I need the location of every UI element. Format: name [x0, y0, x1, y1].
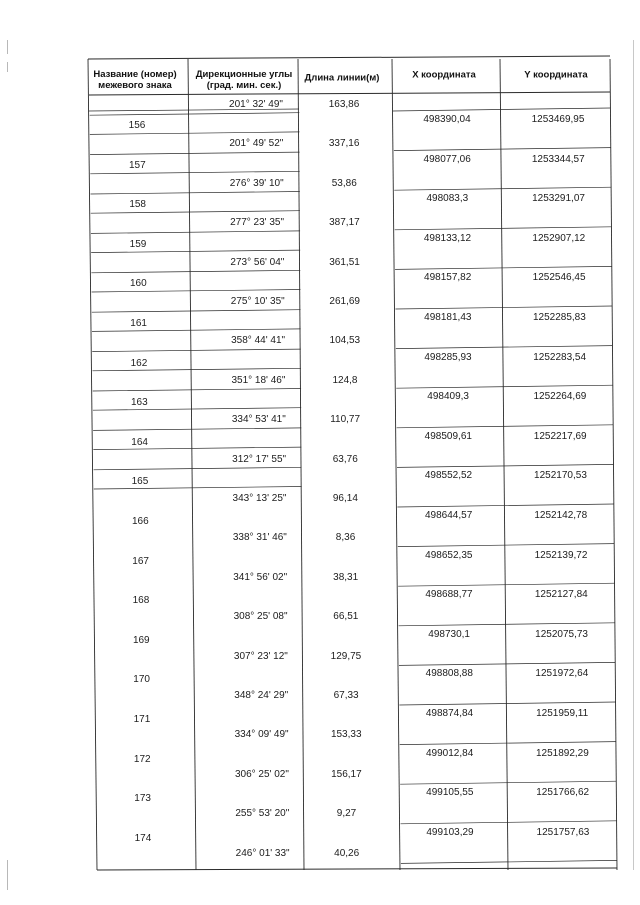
point-x-coordinate: 498688,77	[425, 589, 473, 601]
point-name: 174	[134, 832, 152, 844]
segment-angle: 308° 25' 08"	[233, 611, 288, 623]
table-row-line-right	[398, 583, 614, 586]
point-name: 168	[132, 595, 150, 607]
segment-angle: 255° 53' 20"	[235, 808, 290, 820]
point-name: 161	[130, 318, 147, 329]
point-name: 173	[134, 793, 151, 805]
point-y-coordinate: 1252283,54	[533, 351, 587, 363]
point-name: 164	[131, 436, 148, 448]
table-row-line-left	[91, 211, 300, 214]
point-name: 156	[128, 120, 146, 131]
segment-angle: 334° 53' 41"	[231, 414, 286, 426]
segment-length: 38,31	[333, 571, 359, 583]
table-row-line-left	[90, 113, 300, 116]
table-row-line-right	[395, 306, 612, 309]
segment-angle: 343° 13' 25"	[232, 493, 287, 504]
table-row-line-right	[401, 821, 617, 824]
segment-length: 129,75	[330, 650, 362, 662]
point-y-coordinate: 1252546,45	[532, 272, 586, 284]
point-y-coordinate: 1251959,11	[536, 708, 589, 719]
table-row-line-right	[396, 346, 613, 349]
segment-length: 8,36	[335, 532, 356, 544]
table-row-line-left	[93, 428, 301, 431]
table-row-line-right	[395, 227, 612, 230]
header-name-line-2: межевого знака	[98, 80, 172, 91]
segment-length: 104,53	[329, 335, 361, 347]
point-x-coordinate: 498157,82	[424, 272, 472, 284]
segment-length: 163,86	[328, 99, 360, 110]
table-row-line-left	[91, 270, 300, 273]
table-row-line-left	[90, 171, 299, 174]
point-name: 165	[131, 476, 149, 488]
segment-angle: 351° 18' 46"	[231, 374, 286, 386]
table-row-line-left	[94, 467, 302, 470]
point-x-coordinate: 498730,1	[428, 628, 470, 640]
point-x-coordinate: 498652,35	[425, 549, 473, 561]
table-row-line-right	[397, 464, 613, 467]
point-x-coordinate: 499103,29	[426, 826, 474, 838]
table-header-bottom-line	[89, 92, 610, 95]
header-angle	[196, 69, 293, 91]
point-y-coordinate: 1253469,95	[531, 114, 585, 125]
point-x-coordinate: 498083,3	[426, 193, 469, 205]
point-x-coordinate: 498644,57	[425, 510, 473, 521]
segment-length: 337,16	[328, 138, 360, 150]
point-name: 163	[130, 397, 148, 409]
point-x-coordinate: 498409,3	[427, 391, 469, 403]
segment-angle: 201° 32' 49"	[229, 99, 283, 110]
table-row-line-right	[398, 544, 614, 547]
table-row-line-right	[397, 425, 614, 428]
point-name: 170	[133, 674, 150, 686]
table-column-line	[500, 59, 508, 870]
point-y-coordinate: 1251766,62	[536, 787, 590, 799]
point-y-coordinate: 1252142,78	[534, 510, 588, 521]
segment-length: 110,77	[330, 414, 361, 426]
point-y-coordinate: 1251972,64	[535, 668, 589, 680]
point-y-coordinate: 1251757,63	[536, 826, 590, 838]
point-name: 158	[129, 199, 146, 211]
table-bottom-line	[97, 868, 617, 870]
header-name-line-1: Название (номер)	[93, 69, 177, 80]
point-name: 167	[132, 555, 149, 567]
point-x-coordinate: 498390,04	[423, 114, 471, 125]
table-row-line-right	[399, 623, 615, 626]
segment-angle: 201° 49' 52"	[229, 138, 284, 150]
table-row-line-left	[94, 487, 302, 490]
point-y-coordinate: 1252075,73	[535, 628, 588, 640]
table-row-line-right	[397, 504, 613, 507]
point-y-coordinate: 1252217,69	[533, 430, 587, 442]
point-y-coordinate: 1252285,83	[532, 312, 586, 323]
point-y-coordinate: 1252264,69	[533, 391, 587, 403]
point-name: 162	[130, 357, 148, 369]
segment-length: 153,33	[330, 729, 362, 741]
table-column-line	[188, 59, 196, 870]
table-column-line	[88, 59, 97, 870]
point-x-coordinate: 498808,88	[425, 668, 473, 680]
header-angle-line-1: Дирекционные углы	[195, 69, 293, 80]
point-x-coordinate: 498509,61	[424, 430, 472, 442]
segment-length: 387,17	[329, 217, 360, 229]
table-row-line-left	[92, 329, 301, 332]
table-row-line-left	[93, 389, 301, 392]
table-row-line-right	[400, 781, 616, 784]
segment-length: 67,33	[333, 690, 359, 701]
point-y-coordinate: 1253344,57	[531, 153, 585, 165]
header-x: X координата	[412, 69, 476, 81]
point-name: 172	[133, 753, 151, 765]
table-row-line-left	[92, 349, 301, 352]
segment-angle: 277° 23' 35"	[230, 217, 285, 229]
segment-length: 40,26	[334, 847, 360, 859]
table-row-line-left	[93, 408, 301, 411]
segment-length: 96,14	[332, 493, 358, 504]
table-row-line-right	[400, 742, 616, 745]
segment-length: 124,8	[332, 374, 358, 386]
segment-angle: 338° 31' 46"	[232, 532, 287, 544]
table-row-line-left	[92, 310, 301, 313]
segment-length: 53,86	[331, 177, 357, 189]
segment-length: 66,51	[333, 611, 359, 623]
segment-length: 361,51	[329, 256, 360, 268]
table-row-line-right	[395, 266, 612, 269]
table-row-line-left	[91, 250, 300, 253]
point-y-coordinate: 1252170,53	[534, 470, 587, 482]
point-x-coordinate: 499105,55	[426, 787, 474, 799]
point-x-coordinate: 499012,84	[425, 747, 474, 759]
segment-angle: 307° 23' 12"	[233, 650, 288, 662]
header-name	[93, 69, 176, 91]
point-x-coordinate: 498133,12	[423, 232, 472, 244]
table-row-line-left	[92, 290, 301, 293]
table-row-line-left	[90, 192, 299, 195]
segment-length: 261,69	[329, 296, 360, 307]
segment-angle: 348° 24' 29"	[234, 690, 289, 701]
point-name: 171	[133, 714, 151, 725]
segment-length: 156,17	[331, 768, 362, 780]
point-name: 166	[131, 516, 149, 527]
segment-angle: 341° 56' 02"	[233, 571, 288, 583]
point-name: 157	[128, 159, 146, 171]
segment-angle: 306° 25' 02"	[234, 768, 289, 780]
point-x-coordinate: 498874,84	[425, 708, 474, 719]
point-x-coordinate: 498552,52	[424, 470, 473, 482]
table-row-line-left	[90, 152, 300, 155]
segment-angle: 276° 39' 10"	[229, 177, 284, 189]
segment-angle: 312° 17' 55"	[232, 453, 287, 465]
table-row-line-right	[396, 385, 613, 388]
segment-angle: 334° 09' 49"	[234, 729, 289, 741]
table-row-line-left	[91, 231, 300, 234]
segment-angle: 246° 01' 33"	[235, 847, 290, 859]
table-row-line-right	[399, 662, 615, 665]
table-column-line	[298, 59, 304, 870]
point-name: 160	[129, 278, 147, 290]
segment-length: 9,27	[336, 808, 357, 820]
segment-angle: 358° 44' 41"	[231, 335, 286, 347]
point-y-coordinate: 1252907,12	[532, 232, 586, 244]
table-row-line-left	[90, 132, 300, 135]
segment-angle: 273° 56' 04"	[230, 256, 285, 268]
table-row-line-left	[92, 368, 300, 371]
point-name: 159	[129, 238, 147, 250]
header-angle-line-2: (град. мин. сек.)	[206, 80, 282, 91]
point-x-coordinate: 498181,43	[424, 312, 472, 323]
point-x-coordinate: 498285,93	[424, 351, 472, 363]
table-row-line-right	[399, 702, 615, 705]
header-length: Длина линии(м)	[304, 72, 380, 84]
point-x-coordinate: 498077,06	[423, 153, 471, 165]
point-y-coordinate: 1252127,84	[534, 589, 588, 601]
segment-length: 63,76	[332, 453, 358, 465]
table-row-line-left	[93, 447, 301, 450]
point-y-coordinate: 1253291,07	[532, 193, 585, 205]
point-name: 169	[132, 634, 150, 646]
header-y: Y координата	[524, 69, 588, 81]
table-row-line-right	[393, 108, 610, 111]
segment-angle: 275° 10' 35"	[230, 296, 285, 307]
point-y-coordinate: 1251892,29	[535, 747, 589, 759]
table-column-line	[392, 59, 400, 870]
table-row-line-right	[394, 148, 611, 151]
table-row-line-right	[394, 187, 611, 190]
table-header-top-line	[88, 56, 610, 59]
table-row-line-right	[401, 860, 617, 863]
point-y-coordinate: 1252139,72	[534, 549, 588, 561]
